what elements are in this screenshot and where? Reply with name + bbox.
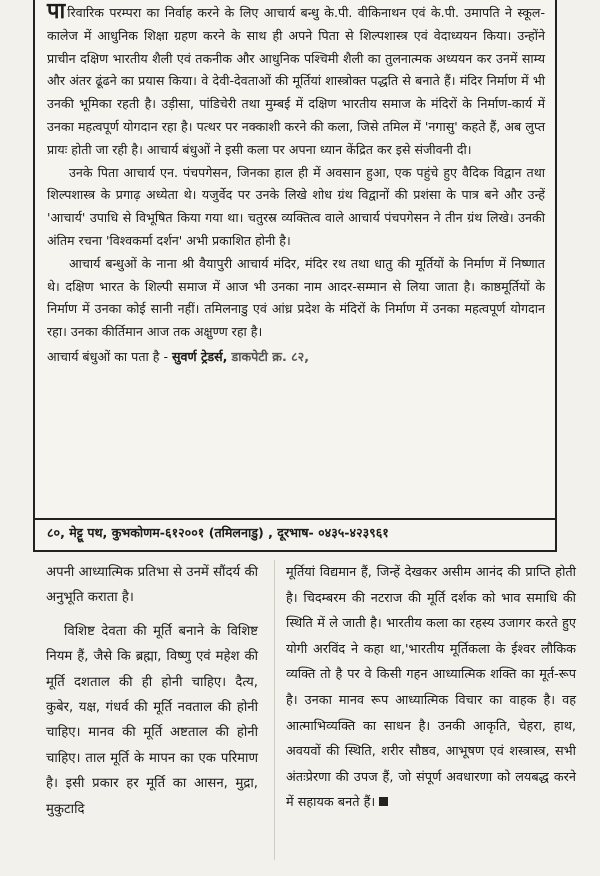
address-line-1 — [47, 346, 545, 368]
address-line-2: ८०, मेट्टू पथ, कुभकोणम-६१२००१ (तमिलनाडु) , दूरभाष- ०४३५-४२३९६१ — [47, 525, 389, 540]
address-label: आचार्य बंधुओं का पता है - — [47, 348, 169, 364]
address-po-box: डाकपेटी क्र. ८२, — [231, 348, 309, 364]
paragraph-family-tradition — [47, 2, 545, 162]
column-divider — [274, 560, 275, 860]
right-column — [286, 560, 576, 816]
paragraph-1-text: रिवारिक परम्परा का निर्वाह करने के लिए आचार्य बन्धु के.पी. वीकिनाथन एवं के.पी. उमापति ने स्कूल-कालेज में आधुनिक शिक्षा ग्रहण करने के साथ ही अपने पिता से शिल्पशास्त्र एवं वेदाध्ययन किया। उन्होंने प्राचीन दक्षिण भारतीय शैली एवं तकनीक और आधुनिक पश्चिमी शैली का तुलनात्मक अध्ययन कर उनमें साम्य और अंतर ढूंढने का प्रयास किया। वे देवी-देवताओं की मूर्तियां शास्त्रोक्त पद्धति से बनाते हैं। मंदिर निर्माण में भी उनकी भूमिका रहती है। उड़ीसा, पांडिचेरी तथा मुम्बई में दक्षिण भारतीय समाज के मंदिरों के निर्माण-कार्य में उनका महत्वपूर्ण योगदान रहा है। पत्थर पर नक्काशी करने की कला, जिसे तमिल में 'नगासु' कहते हैं, अब लुप्त प्रायः होती जा रही है। आचार्य बंधुओं ने इसी कला पर अपना ध्यान केंद्रित कर इसे संजीवनी दी। — [47, 5, 545, 157]
right-column-text: मूर्तियां विद्यमान हैं, जिन्हें देखकर असीम आनंद की प्राप्ति होती है। चिदम्बरम की नटराज की मूर्ति दर्शक को भाव समाधि की स्थिति में ले जाती है। भारतीय कला का रहस्य उजागर करते हुए योगी अरविंद ने कहा था,'भारतीय मूर्तिकला के ईश्वर लौकिक व्यक्ति तो है पर वे किसी गहन आध्यात्मिक शक्ति का मूर्त-रूप है। उनका मानव रूप आध्यात्मिक विचार का वाहक है। वह आत्माभिव्यक्ति का साधन है। उनकी आकृति, चेहरा, हाथ, अवयवों की स्थिति, शरीर सौष्ठव, आभूषण एवं शस्त्रास्त्र, सभी अंतःप्रेरणा की उपज हैं, जो संपूर्ण अवधारणा को लयबद्ध करने में सहायक बनते हैं। — [286, 565, 576, 811]
end-mark-icon — [379, 797, 388, 806]
right-column-p1 — [286, 560, 576, 816]
left-column — [46, 560, 258, 822]
address-rule — [35, 518, 555, 520]
paragraph-father: उनके पिता आचार्य एन. पंचपगेसन, जिनका हाल ही में अवसान हुआ, एक पहुंचे हुए वैदिक विद्वान तथा शिल्पशास्त्र के प्रगाढ़ अध्येता थे। यजुर्वेद पर उनके लिखे शोध ग्रंथ विद्वानों की प्रशंसा के पात्र बने और उन्हें 'आचार्य' उपाधि से विभूषित किया गया था। चतुरस्र व्यक्तित्व वाले आचार्य पंचपगेसन ने तीन ग्रंथ लिखे। उनकी अंतिम रचना 'विश्वकर्मा दर्शन' अभी प्रकाशित होनी है। — [47, 164, 545, 248]
boxed-article-section — [33, 0, 557, 552]
left-column-p1: अपनी आध्यात्मिक प्रतिभा से उनमें सौंदर्य की अनुभूति कराता है। — [46, 565, 258, 606]
left-column-p2: विशिष्ट देवता की मूर्ति बनाने के विशिष्ट नियम हैं, जैसे कि ब्रह्मा, विष्णु एवं महेश की मूर्ति दशताल की ही होनी चाहिए। दैत्य, कुबेर, यक्ष, गंधर्व की मूर्ति नवताल की होनी चाहिए। मानव की मूर्ति अष्टताल की होनी चाहिए। ताल मूर्ति के मापन का एक परिमाण है। इसी प्रकार हर मूर्ति का आसन, मुद्रा, मुकुटादि — [46, 623, 258, 817]
address-name: सुवर्ण ट्रेडर्स, — [172, 348, 228, 364]
drop-cap: पा — [47, 0, 66, 24]
paragraph-grandfather: आचार्य बन्धुओं के नाना श्री वैयापुरी आचार्य मंदिर, मंदिर रथ तथा धातु की मूर्तियों के निर्माण में निष्णात थे। दक्षिण भारत के शिल्पी समाज में आज भी उनका नाम आदर-सम्मान से लिया जाता है। काष्ठमूर्तियों के निर्माण में उनका कोई सानी नहीं। तमिलनाडु एवं आंध्र प्रदेश के मंदिरों के निर्माण में उनका महत्वपूर्ण योगदान रहा। उनका कीर्तिमान आज तक अक्षुण्ण रहा है। — [47, 255, 545, 340]
